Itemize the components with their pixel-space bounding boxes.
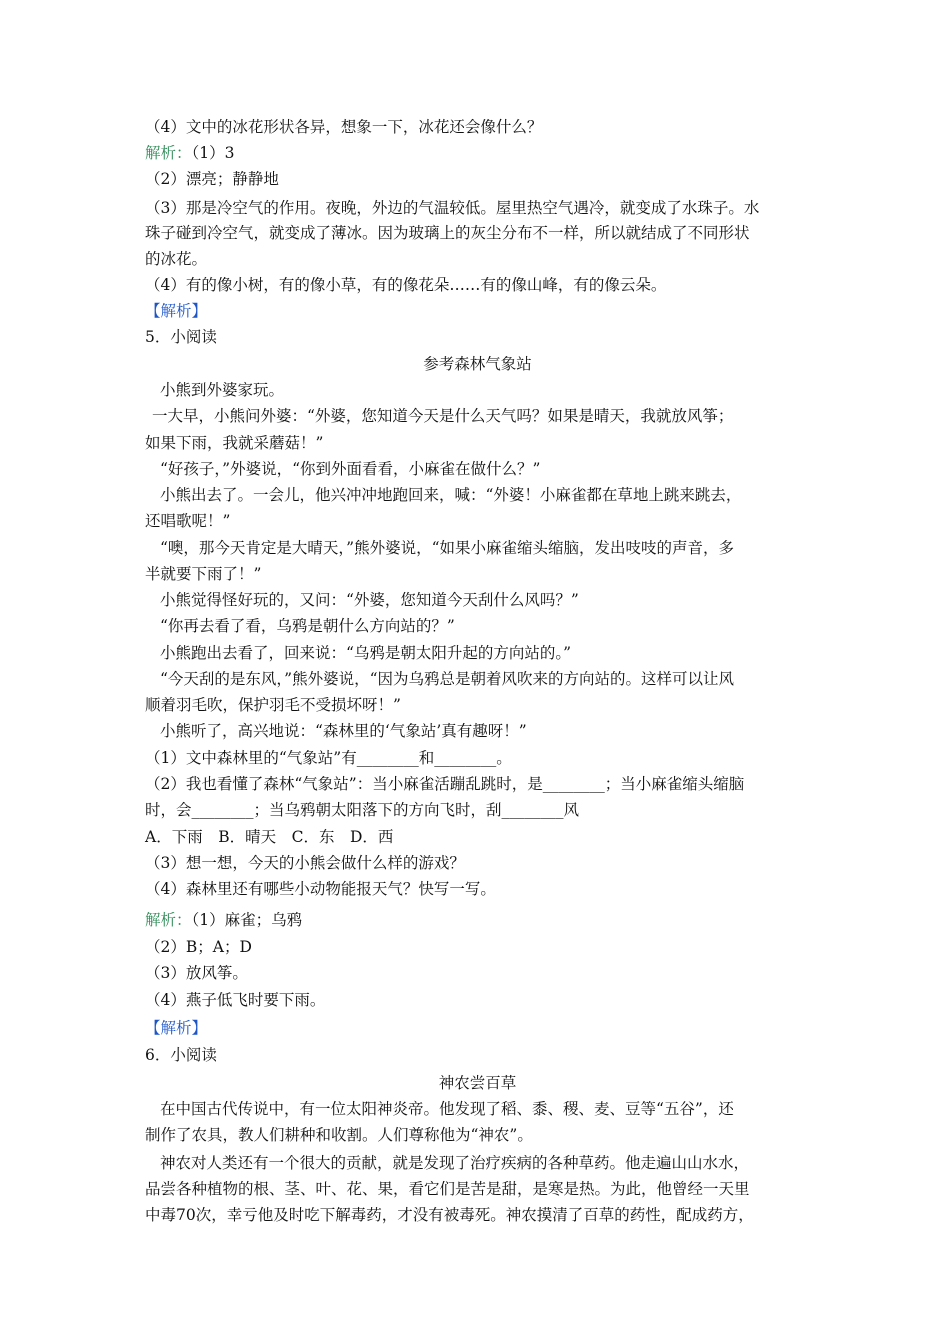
- answer-3-line1: （3）那是冷空气的作用。夜晚，外边的气温较低。屋里热空气遇冷，就变成了水珠子。水: [145, 199, 760, 217]
- answer-3-line2: 珠子碰到冷空气，就变成了薄冰。因为玻璃上的灰尘分布不一样，所以就结成了不同形状: [145, 224, 750, 242]
- s5-paragraph-line: 还唱歌呢！”: [145, 512, 231, 530]
- s5-paragraph-line: 半就要下雨了！”: [145, 565, 262, 583]
- s6-paragraph-line: 品尝各种植物的根、茎、叶、花、果，看它们是苦是甜，是寒是热。为此，他曾经一天里: [145, 1180, 750, 1198]
- s5-question-1: （1）文中森林里的“气象站”有________和________。: [145, 749, 512, 767]
- answer-2: （2）漂亮；静静地: [145, 170, 279, 188]
- section5-heading: 5．小阅读: [145, 328, 217, 346]
- answer-4: （4）有的像小树，有的像小草，有的像花朵……有的像山峰，有的像云朵。: [145, 276, 667, 294]
- s5-paragraph-line: 小熊觉得怪好玩的，又问：“外婆，您知道今天刮什么风吗？”: [160, 591, 579, 609]
- analysis-link[interactable]: 【解析】: [145, 302, 208, 320]
- s5-paragraph-line: 小熊到外婆家玩。: [160, 381, 285, 399]
- s5-answer-3: （3）放风筝。: [145, 964, 248, 982]
- s6-paragraph-line: 制作了农具，教人们耕种和收割。人们尊称他为“神农”。: [145, 1126, 533, 1144]
- s5-answer-4: （4）燕子低飞时要下雨。: [145, 991, 326, 1009]
- s5-paragraph-line: “噢，那今天肯定是大晴天，”熊外婆说，“如果小麻雀缩头缩脑，发出吱吱的声音，多: [160, 539, 735, 557]
- s5-paragraph-line: “今天刮的是东风，”熊外婆说，“因为乌鸦总是朝着风吹来的方向站的。这样可以让风: [160, 670, 735, 688]
- s6-paragraph-line: 中毒70次，幸亏他及时吃下解毒药，才没有被毒死。神农摸清了百草的药性，配成药方，: [145, 1206, 754, 1224]
- s5-paragraph-line: 如果下雨，我就采蘑菇！”: [145, 434, 324, 452]
- s5-paragraph-line: 一大早，小熊问外婆：“外婆，您知道今天是什么天气吗？如果是晴天，我就放风筝；: [152, 407, 734, 425]
- s5-paragraph-line: 小熊出去了。一会儿，他兴冲冲地跑回来，喊：“外婆！小麻雀都在草地上跳来跳去，: [160, 486, 742, 504]
- section6-heading: 6．小阅读: [145, 1046, 217, 1064]
- analysis-label: 解析：: [145, 144, 192, 162]
- section5-title: 参考森林气象站: [423, 355, 532, 373]
- s5-paragraph-line: “好孩子，”外婆说，“你到外面看看，小麻雀在做什么？”: [160, 460, 541, 478]
- s5-question-3: （3）想一想，今天的小熊会做什么样的游戏？: [145, 854, 465, 872]
- q4-prompt: （4）文中的冰花形状各异，想象一下，冰花还会像什么？: [145, 118, 543, 136]
- s5-question-4: （4）森林里还有哪些小动物能报天气？快写一写。: [145, 880, 496, 898]
- s5-paragraph-line: 顺着羽毛吹，保护羽毛不受损坏呀！”: [145, 696, 401, 714]
- analysis-answer1-line: [145, 140, 810, 166]
- analysis-link[interactable]: 【解析】: [145, 1019, 208, 1037]
- s5-options: A．下雨 B．晴天 C．东 D．西: [145, 828, 394, 846]
- s5-question-2-line1: （2）我也看懂了森林“气象站”：当小麻雀活蹦乱跳时，是________；当小麻雀缩头缩脑: [145, 775, 745, 793]
- s5-paragraph-line: “你再去看了看，乌鸦是朝什么方向站的？”: [160, 617, 455, 635]
- s5-answer-1: （1）麻雀；乌鸦: [191, 911, 303, 929]
- s6-paragraph-line: 神农对人类还有一个很大的贡献，就是发现了治疗疾病的各种草药。他走遍山山水水，: [160, 1154, 750, 1172]
- analysis-label: 解析：: [145, 911, 192, 929]
- s5-analysis-line: [145, 907, 810, 933]
- s5-answer-2: （2）B；A；D: [145, 938, 252, 956]
- s6-paragraph-line: 在中国古代传说中，有一位太阳神炎帝。他发现了稻、黍、稷、麦、豆等“五谷”，还: [160, 1100, 734, 1118]
- s5-paragraph-line: 小熊听了，高兴地说：“森林里的‘气象站’真有趣呀！”: [160, 722, 527, 740]
- answer-1: （1）3: [191, 144, 235, 162]
- answer-3-line3: 的冰花。: [145, 250, 208, 268]
- s5-paragraph-line: 小熊跑出去看了，回来说：“乌鸦是朝太阳升起的方向站的。”: [160, 644, 572, 662]
- s5-question-2-line2: 时，会________；当乌鸦朝太阳落下的方向飞时，刮________风: [145, 801, 580, 819]
- section6-title: 神农尝百草: [438, 1074, 517, 1092]
